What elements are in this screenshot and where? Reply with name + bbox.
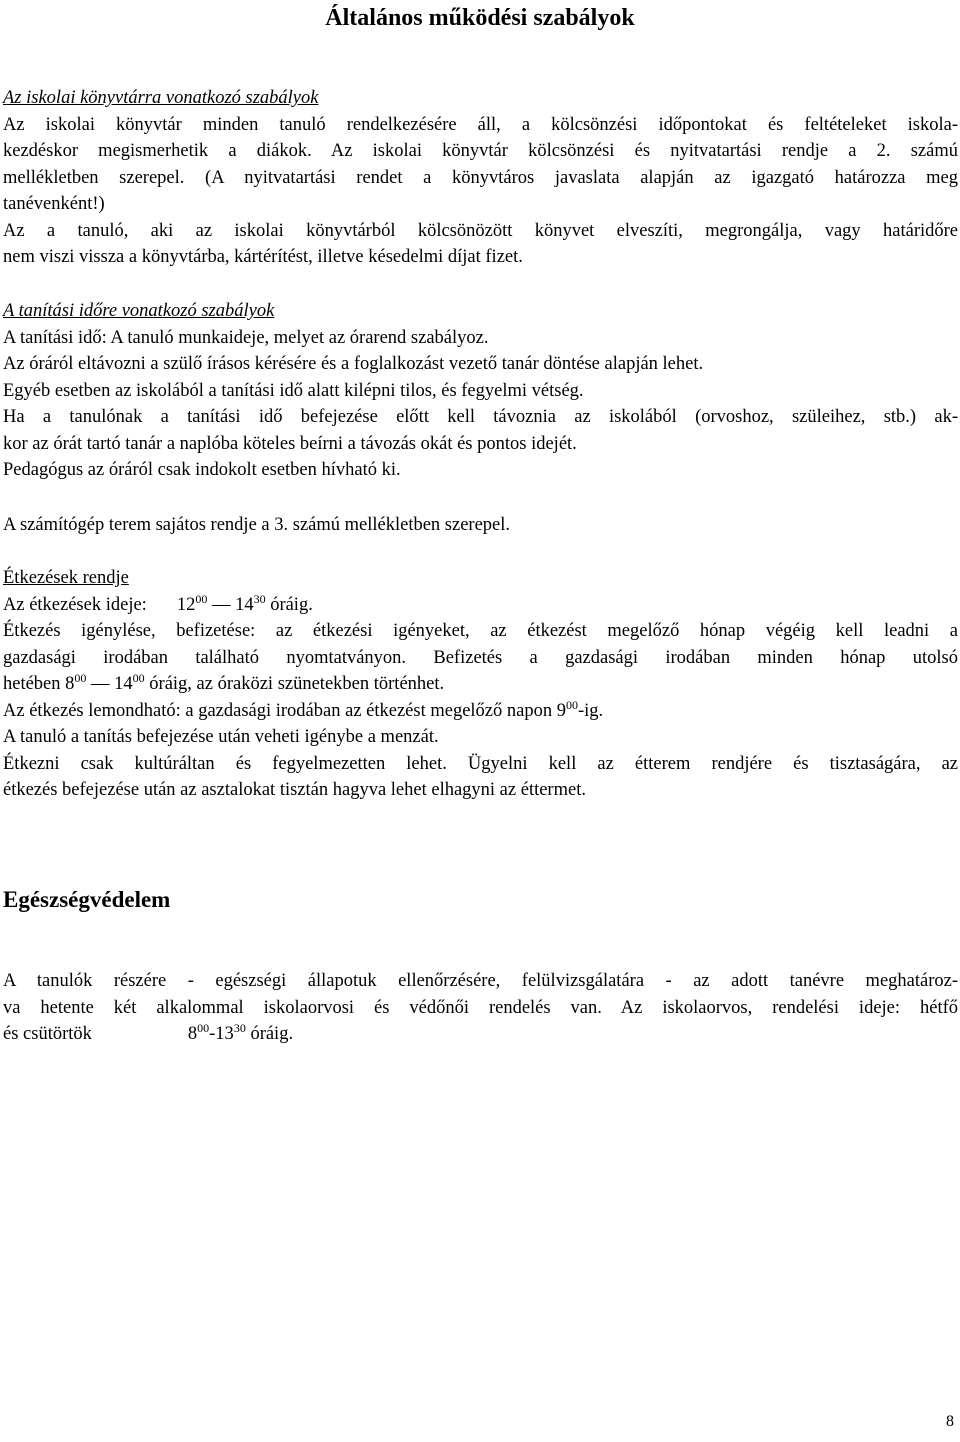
meals-line-4-sup-2: 00	[132, 671, 145, 685]
health-section	[3, 968, 958, 1048]
teaching-line-1: A tanítási idő: A tanuló munkaideje, melyet az órarend szabályoz.	[3, 327, 489, 348]
meals-section	[3, 565, 958, 804]
meals-time-dash: —	[211, 594, 231, 615]
library-line-1: Az iskolai könyvtár minden tanuló rendelkezésére áll, a kölcsönzési időpontokat és feltételeket iskola-	[3, 114, 958, 135]
library-line-3: mellékletben szerepel. (A nyitvatartási rendet a könyvtáros javaslata alapján az igazgató határozza meg	[3, 167, 958, 188]
teaching-section	[3, 298, 958, 484]
meals-line-2: Étkezés igénylése, befizetése: az étkezési igényeket, az étkezést megelőző hónap végéig kell leadni a	[3, 621, 958, 641]
meals-line-4-dash: —	[91, 674, 110, 694]
health-line-3-start: 8	[187, 1024, 198, 1044]
meals-line-6: A tanuló a tanítás befejezése után veheti igénybe a menzát.	[3, 727, 439, 747]
meals-line-4-sup-1: 00	[74, 671, 87, 685]
library-heading: Az iskolai könyvtárra vonatkozó szabályok	[3, 88, 319, 108]
page-title: Általános működési szabályok	[325, 5, 635, 31]
teaching-line-4: Ha a tanulónak a tanítási idő befejezése előtt kell távoznia az iskolából (orvoshoz, szüleihez, stb.) ak-	[3, 407, 958, 427]
health-line-3-pre: és csütörtök	[3, 1024, 92, 1044]
health-line-1: A tanulók részére - egészségi állapotuk ellenőrzésére, felülvizsgálatára - az adott tanévre meghatároz-	[3, 971, 958, 991]
teaching-line-5: kor az órát tartó tanár a naplóba köteles beírni a távozás okát és pontos idejét.	[3, 433, 577, 454]
health-line-3-post: óráig.	[250, 1024, 294, 1044]
meals-time-from: 12	[176, 594, 196, 615]
meals-time-from-minutes: 00	[195, 591, 208, 606]
meals-line-5-pre: Az étkezés lemondható: a gazdasági irodában az étkezést megelőző napon 9	[3, 700, 566, 721]
library-section	[3, 85, 958, 271]
teaching-line-2: Az óráról eltávozni a szülő írásos kérésére és a foglalkozást vezető tanár döntése alapján lehet.	[3, 354, 704, 374]
meals-line-4-mid: 14	[114, 674, 133, 694]
teaching-heading: A tanítási időre vonatkozó szabályok	[3, 301, 275, 321]
computer-room-line: A számítógép terem sajátos rendje a 3. számú mellékletben szerepel.	[3, 515, 511, 535]
health-heading: Egészségvédelem	[3, 887, 171, 912]
health-line-3-sup-2: 30	[233, 1021, 246, 1035]
library-line-6: nem viszi vissza a könyvtárba, kártérítést, illetve késedelmi díjat fizet.	[3, 247, 523, 267]
computer-room-note	[3, 512, 958, 539]
meals-line-8: étkezés befejezése után az asztalokat tisztán hagyva lehet elhagyni az éttermet.	[3, 780, 586, 800]
teaching-line-6: Pedagógus az óráról csak indokolt esetben hívható ki.	[3, 460, 401, 480]
library-line-4: tanévenként!)	[3, 194, 105, 214]
meals-line-4	[3, 671, 958, 698]
meals-line-7: Étkezni csak kultúráltan és fegyelmezetten lehet. Ügyelni kell az étterem rendjére és tisztaságára, az	[3, 753, 958, 774]
meals-line-5-sup: 00	[565, 697, 578, 712]
meals-line-4-post: óráig, az óraközi szünetekben történhet.	[149, 674, 445, 694]
health-line-3-end: -13	[209, 1024, 234, 1044]
meals-time-line	[3, 592, 958, 619]
meals-time-label: Az étkezések ideje:	[3, 594, 147, 615]
meals-time-to-minutes: 30	[253, 591, 266, 606]
meals-line-5	[3, 698, 958, 725]
teaching-line-3: Egyéb esetben az iskolából a tanítási idő alatt kilépni tilos, és fegyelmi vétség.	[3, 380, 584, 401]
meals-line-3: gazdasági irodában található nyomtatványon. Befizetés a gazdasági irodában minden hónap utolsó	[3, 647, 958, 668]
library-line-5: Az a tanuló, aki az iskolai könyvtárból kölcsönözött könyvet elveszíti, megrongálja, vagy határidőre	[3, 220, 958, 241]
meals-line-4-pre: hetében 8	[3, 674, 75, 694]
health-line-3-sup-1: 00	[197, 1021, 210, 1035]
page-number: 8	[946, 1413, 954, 1430]
health-line-3	[3, 1021, 958, 1048]
meals-time-suffix: óráig.	[270, 594, 313, 615]
meals-line-5-post: -ig.	[577, 700, 604, 721]
library-line-2: kezdéskor megismerhetik a diákok. Az iskolai könyvtár kölcsönzési és nyitvatartási rendje a 2. számú	[3, 141, 958, 161]
meals-heading: Étkezések rendje	[3, 568, 129, 588]
health-line-2: va hetente két alkalommal iskolaorvosi és védőnői rendelés van. Az iskolaorvos, rendelési ideje: hétfő	[3, 997, 958, 1018]
meals-time-to: 14	[235, 594, 254, 615]
